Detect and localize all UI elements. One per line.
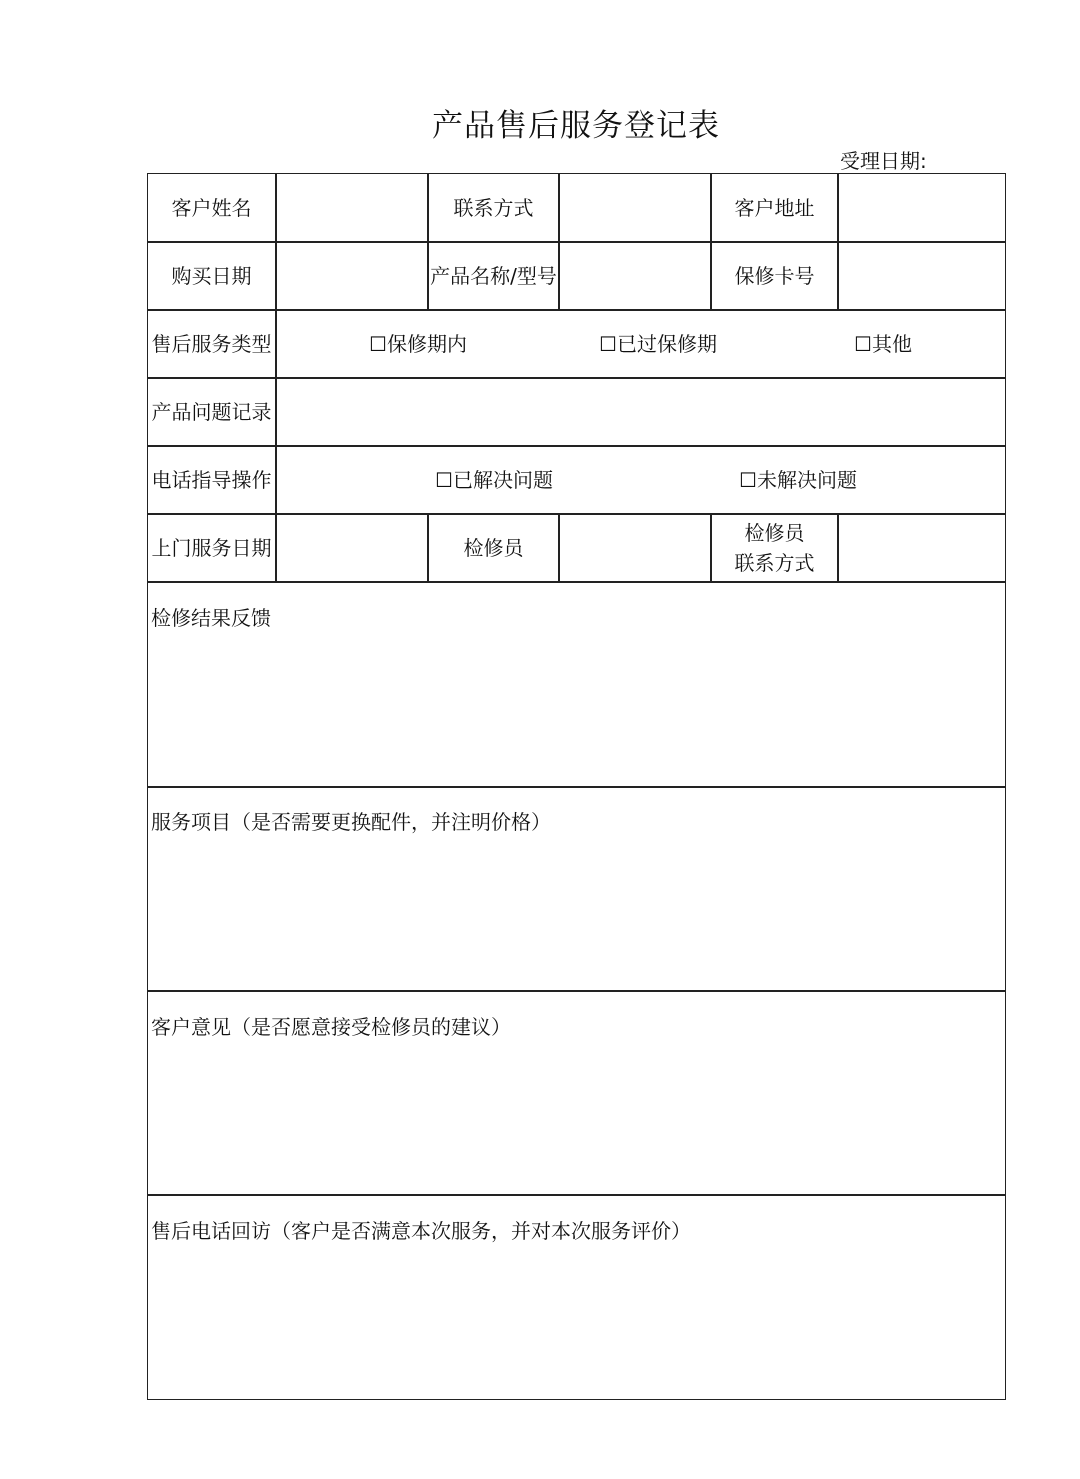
label-visit-date: 上门服务日期 [151,536,272,560]
visit-date-field[interactable] [277,515,427,581]
label-address: 客户地址 [734,195,815,220]
warranty-card-field[interactable] [839,243,1004,309]
label-product-model: 产品名称/型号 [430,264,557,288]
label-repairer-contact-line2: 联系方式 [734,551,815,575]
label-purchase-date: 购买日期 [171,264,252,288]
registration-table [147,173,1006,1400]
label-service-type: 售后服务类型 [151,332,272,356]
purchase-date-field[interactable] [277,243,427,309]
section-repair-feedback: 检修结果反馈 [151,606,271,630]
option-other[interactable]: ☐其他 [854,332,912,356]
problem-record-field[interactable] [277,379,1004,445]
option-resolved[interactable]: ☐已解决问题 [435,468,553,492]
label-warranty-card: 保修卡号 [734,264,815,288]
label-contact: 联系方式 [453,195,534,220]
label-phone-guidance: 电话指导操作 [151,468,272,492]
customer-name-field[interactable] [277,174,427,241]
contact-field[interactable] [560,174,710,241]
section-phone-followup: 售后电话回访（客户是否满意本次服务，并对本次服务评价） [151,1219,691,1243]
repairer-contact-field[interactable] [839,515,1004,581]
address-field[interactable] [839,174,1004,241]
product-model-field[interactable] [560,243,710,309]
section-customer-opinion: 客户意见（是否愿意接受检修员的建议） [151,1015,511,1039]
repairer-field[interactable] [560,515,710,581]
label-problem-record: 产品问题记录 [151,400,272,424]
option-in-warranty[interactable]: ☐保修期内 [369,332,467,356]
label-customer-name: 客户姓名 [171,195,252,220]
option-out-of-warranty[interactable]: ☐已过保修期 [599,332,717,356]
label-repairer-contact [712,515,837,581]
form-title: 产品售后服务登记表 [432,108,720,144]
label-repairer-contact-line1: 检修员 [744,521,805,545]
accept-date-label: 受理日期: [840,149,927,173]
section-service-items: 服务项目（是否需要更换配件，并注明价格） [151,810,551,834]
option-unresolved[interactable]: ☐未解决问题 [739,468,857,492]
label-repairer: 检修员 [463,536,524,560]
